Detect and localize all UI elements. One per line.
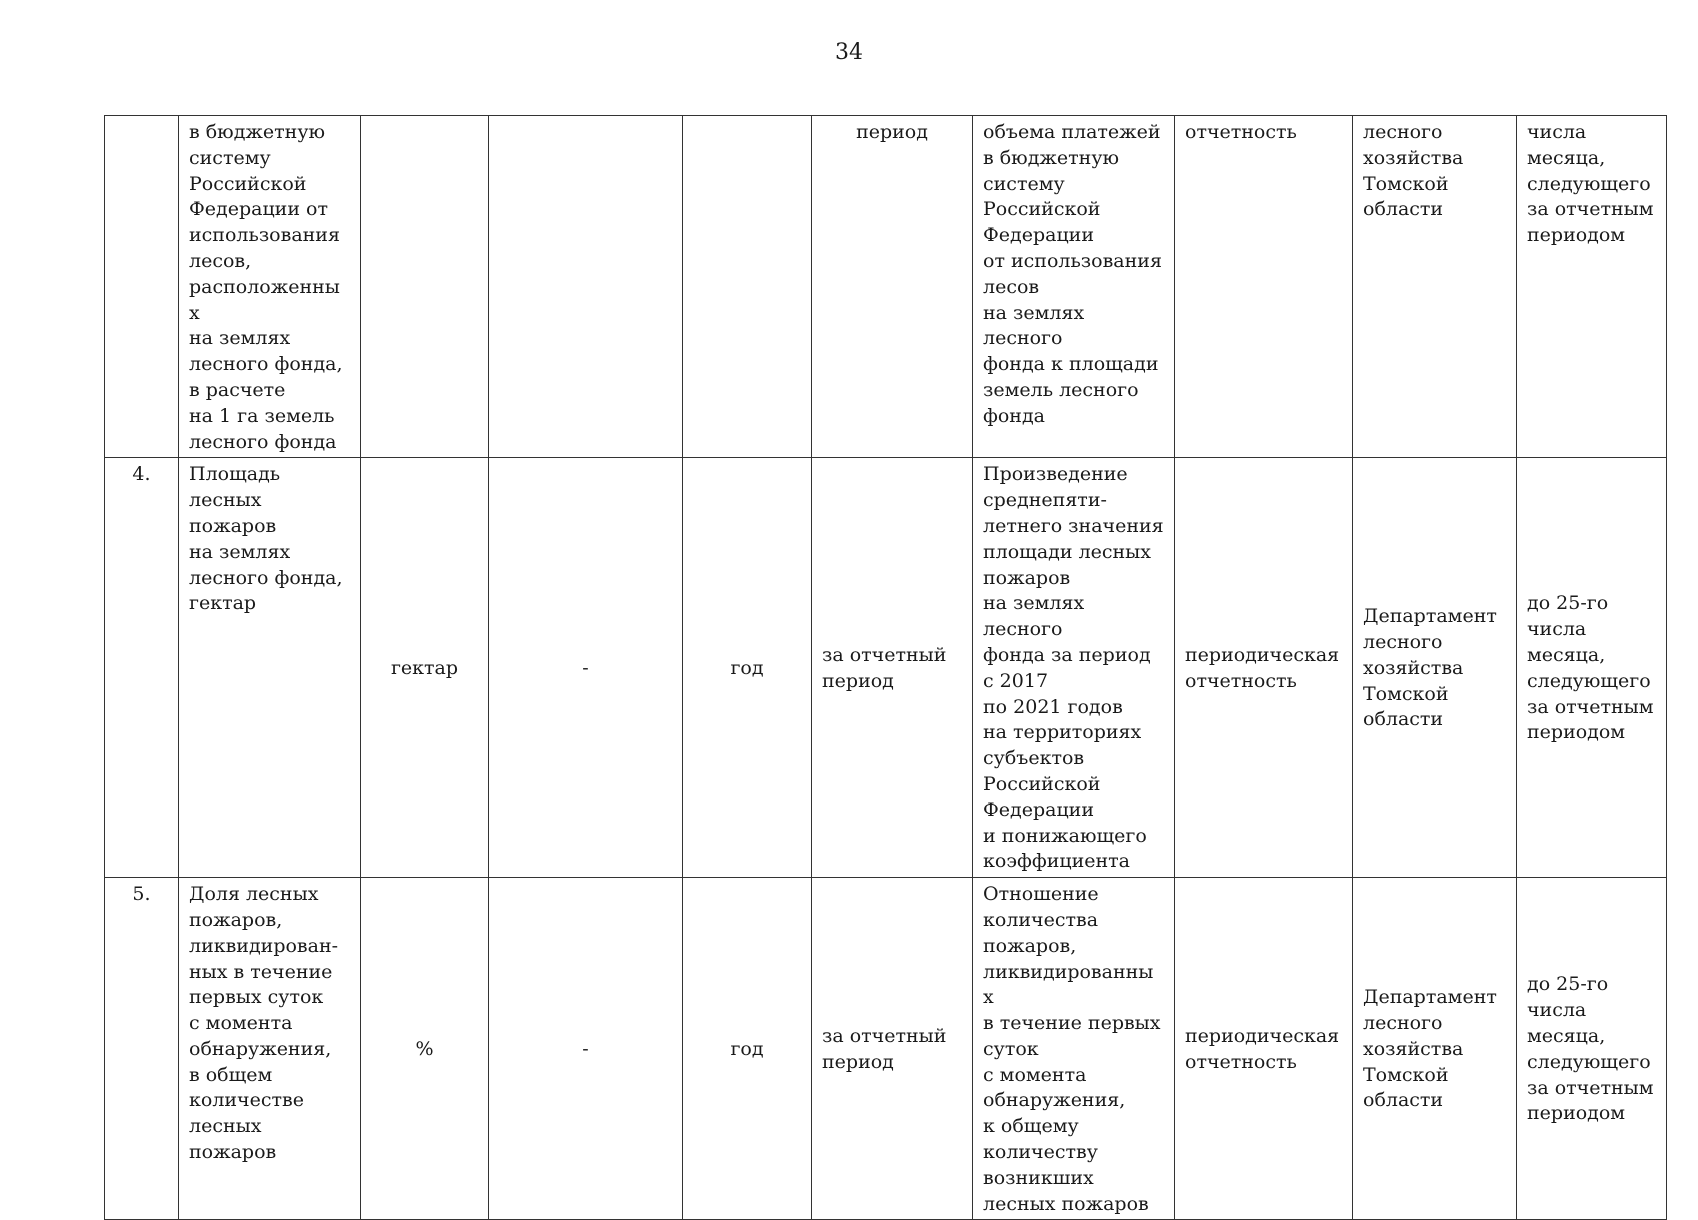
table-row xyxy=(105,878,1667,1220)
periodicity-cell: год xyxy=(683,878,812,1220)
unit-cell xyxy=(361,116,489,458)
row-number-cell: 5. xyxy=(105,878,179,1220)
responsible-cell: лесного хозяйства Томской области xyxy=(1353,116,1517,458)
responsible-cell: Департамент лесного хозяйства Томской области xyxy=(1353,878,1517,1220)
column-3-cell xyxy=(489,116,683,458)
period-cell: период xyxy=(812,116,973,458)
responsible-cell: Департамент лесного хозяйства Томской области xyxy=(1353,458,1517,878)
source-cell: периодическая отчетность xyxy=(1175,878,1353,1220)
indicator-name-cell: Площадь лесных пожаров на землях лесного фонда, гектар xyxy=(179,458,361,878)
source-cell: отчетность xyxy=(1175,116,1353,458)
indicators-table xyxy=(104,115,1667,1220)
deadline-cell: до 25-го числа месяца, следующего за отчетным периодом xyxy=(1517,878,1667,1220)
row-number-cell: 4. xyxy=(105,458,179,878)
period-cell: за отчетный период xyxy=(812,458,973,878)
method-cell: Произведение среднепяти- летнего значения площади лесных пожаров на землях лесного фонда за период с 2017 по 2021 годов на территориях субъектов Российской Федерации и понижающего коэффициента xyxy=(973,458,1175,878)
method-cell: Отношение количества пожаров, ликвидированных в течение первых суток с момента обнаружения, к общему количеству возникших лесных пожаров xyxy=(973,878,1175,1220)
unit-cell: % xyxy=(361,878,489,1220)
method-cell: объема платежей в бюджетную систему Российской Федерации от использования лесов на землях лесного фонда к площади земель лесного фонда xyxy=(973,116,1175,458)
page-number: 34 xyxy=(835,40,863,65)
indicator-name-cell: в бюджетную систему Российской Федерации от использования лесов, расположенных на землях лесного фонда, в расчете на 1 га земель лесного фонда xyxy=(179,116,361,458)
table-row xyxy=(105,458,1667,878)
periodicity-cell xyxy=(683,116,812,458)
source-cell: периодическая отчетность xyxy=(1175,458,1353,878)
deadline-cell: числа месяца, следующего за отчетным периодом xyxy=(1517,116,1667,458)
periodicity-cell: год xyxy=(683,458,812,878)
period-cell: за отчетный период xyxy=(812,878,973,1220)
indicator-name-cell: Доля лесных пожаров, ликвидирован- ных в течение первых суток с момента обнаружения, в общем количестве лесных пожаров xyxy=(179,878,361,1220)
unit-cell: гектар xyxy=(361,458,489,878)
column-3-cell: - xyxy=(489,458,683,878)
table-row xyxy=(105,116,1667,458)
column-3-cell: - xyxy=(489,878,683,1220)
deadline-cell: до 25-го числа месяца, следующего за отчетным периодом xyxy=(1517,458,1667,878)
row-number-cell xyxy=(105,116,179,458)
